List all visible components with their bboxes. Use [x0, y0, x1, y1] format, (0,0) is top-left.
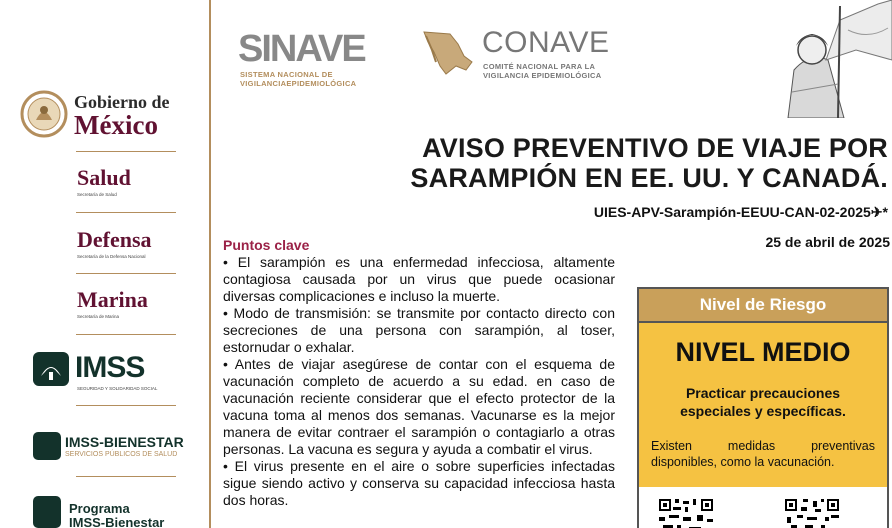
programa-icon [33, 496, 61, 528]
divider [76, 273, 176, 274]
divider [76, 405, 176, 406]
sinave-subtitle [240, 70, 356, 88]
qr-code-icon[interactable] [785, 499, 839, 528]
sinave-sub-line1: SISTEMA NACIONAL DE [240, 70, 333, 79]
key-point-item: • El sarampión es una enfermedad infecciosa, altamente contagiosa causada por un virus que puede ocasionar diversas complicaciones e incluso la muerte. [223, 254, 615, 304]
document-date: 25 de abril de 2025 [765, 234, 890, 250]
imss-subtitle: SEGURIDAD Y SOLIDARIDAD SOCIAL [77, 386, 158, 391]
sinave-wordmark: SINAVE [238, 28, 365, 70]
programa-line1: Programa [69, 501, 130, 516]
mexico-map-icon [420, 26, 476, 80]
sidebar [0, 0, 210, 528]
national-seal-icon [20, 90, 68, 138]
divider [76, 151, 176, 152]
bienestar-title: IMSS-BIENESTAR [65, 434, 184, 450]
conave-wordmark: CONAVE [482, 26, 610, 59]
qr-strip [639, 487, 887, 528]
salud-title: Salud [77, 165, 131, 190]
key-points-heading: Puntos clave [223, 237, 310, 253]
conave-sub-line1: COMITÉ NACIONAL PARA LA [483, 62, 596, 71]
key-point-item: • El virus presente en el aire o sobre superficies infectadas sigue siendo activo y conserva su capacidad infecciosa hasta dos horas. [223, 458, 615, 508]
salud-logo [77, 166, 131, 197]
conave-sub-line2: VIGILANCIA EPIDEMIOLÓGICA [483, 71, 602, 80]
page-title [410, 133, 888, 193]
gobierno-line1: Gobierno de [74, 92, 170, 112]
gobierno-line2: México [74, 110, 158, 140]
risk-level-value: NIVEL MEDIO [675, 337, 851, 367]
imss-eagle-icon [33, 352, 69, 386]
sidebar-divider [209, 0, 211, 528]
key-points [223, 236, 615, 509]
gobierno-de-mexico-logo [20, 88, 190, 148]
title-line1: AVISO PREVENTIVO DE VIAJE POR [422, 133, 888, 163]
conave-subtitle [483, 62, 601, 80]
risk-desc-line2: especiales y específicas. [680, 403, 846, 419]
sinave-sub-line2: VIGILANCIAEPIDEMIOLÓGICA [240, 79, 357, 88]
risk-description [639, 384, 887, 420]
defensa-logo [77, 228, 152, 259]
sinave-logo [238, 18, 388, 93]
key-point-item: • Antes de viajar asegúrese de contar con el esquema de vacunación completo de acuerdo a su edad. en caso de vacunación reciente considerar que el efecto protector de la vacuna toma al menos dos semanas. Vacunarse es la mejor manera de evitar contraer el sarampión o contagiarlo a otras personas. La vacuna es segura y ayuda a combatir el virus. [223, 356, 615, 457]
defensa-title: Defensa [77, 227, 152, 252]
conave-logo [420, 24, 640, 84]
marina-subtitle: Secretaría de Marina [77, 314, 120, 319]
marina-title: Marina [77, 287, 148, 312]
marina-logo [77, 288, 148, 319]
key-point-item: • Modo de transmisión: se transmite por contacto directo con secreciones de una persona con sarampión, al toser, estornudar o exhalar. [223, 305, 615, 355]
defensa-subtitle: Secretaría de la Defensa Nacional [77, 254, 146, 259]
risk-desc-line1: Practicar precauciones [685, 385, 841, 401]
risk-level-box [637, 287, 889, 528]
salud-subtitle: Secretaría de Salud [77, 192, 117, 197]
title-line2: SARAMPIÓN EN EE. UU. Y CANADÁ. [410, 163, 888, 193]
bienestar-subtitle: SERVICIOS PÚBLICOS DE SALUD [65, 451, 178, 458]
programa-line2: IMSS-Bienestar [69, 515, 165, 528]
risk-note: Existen medidas preventivas disponibles, como la vacunación. [651, 439, 875, 469]
divider [76, 212, 176, 213]
divider [76, 334, 176, 335]
divider [76, 476, 176, 477]
heroine-flag-illustration [728, 0, 892, 118]
risk-header: Nivel de Riesgo [639, 289, 887, 323]
programa-title [69, 502, 164, 528]
document-code: UIES-APV-Sarampión-EEUU-CAN-02-2025✈* [593, 204, 888, 220]
qr-code-icon[interactable] [659, 499, 713, 528]
imss-title: IMSS [75, 351, 145, 384]
imss-bienestar-icon [33, 432, 61, 460]
